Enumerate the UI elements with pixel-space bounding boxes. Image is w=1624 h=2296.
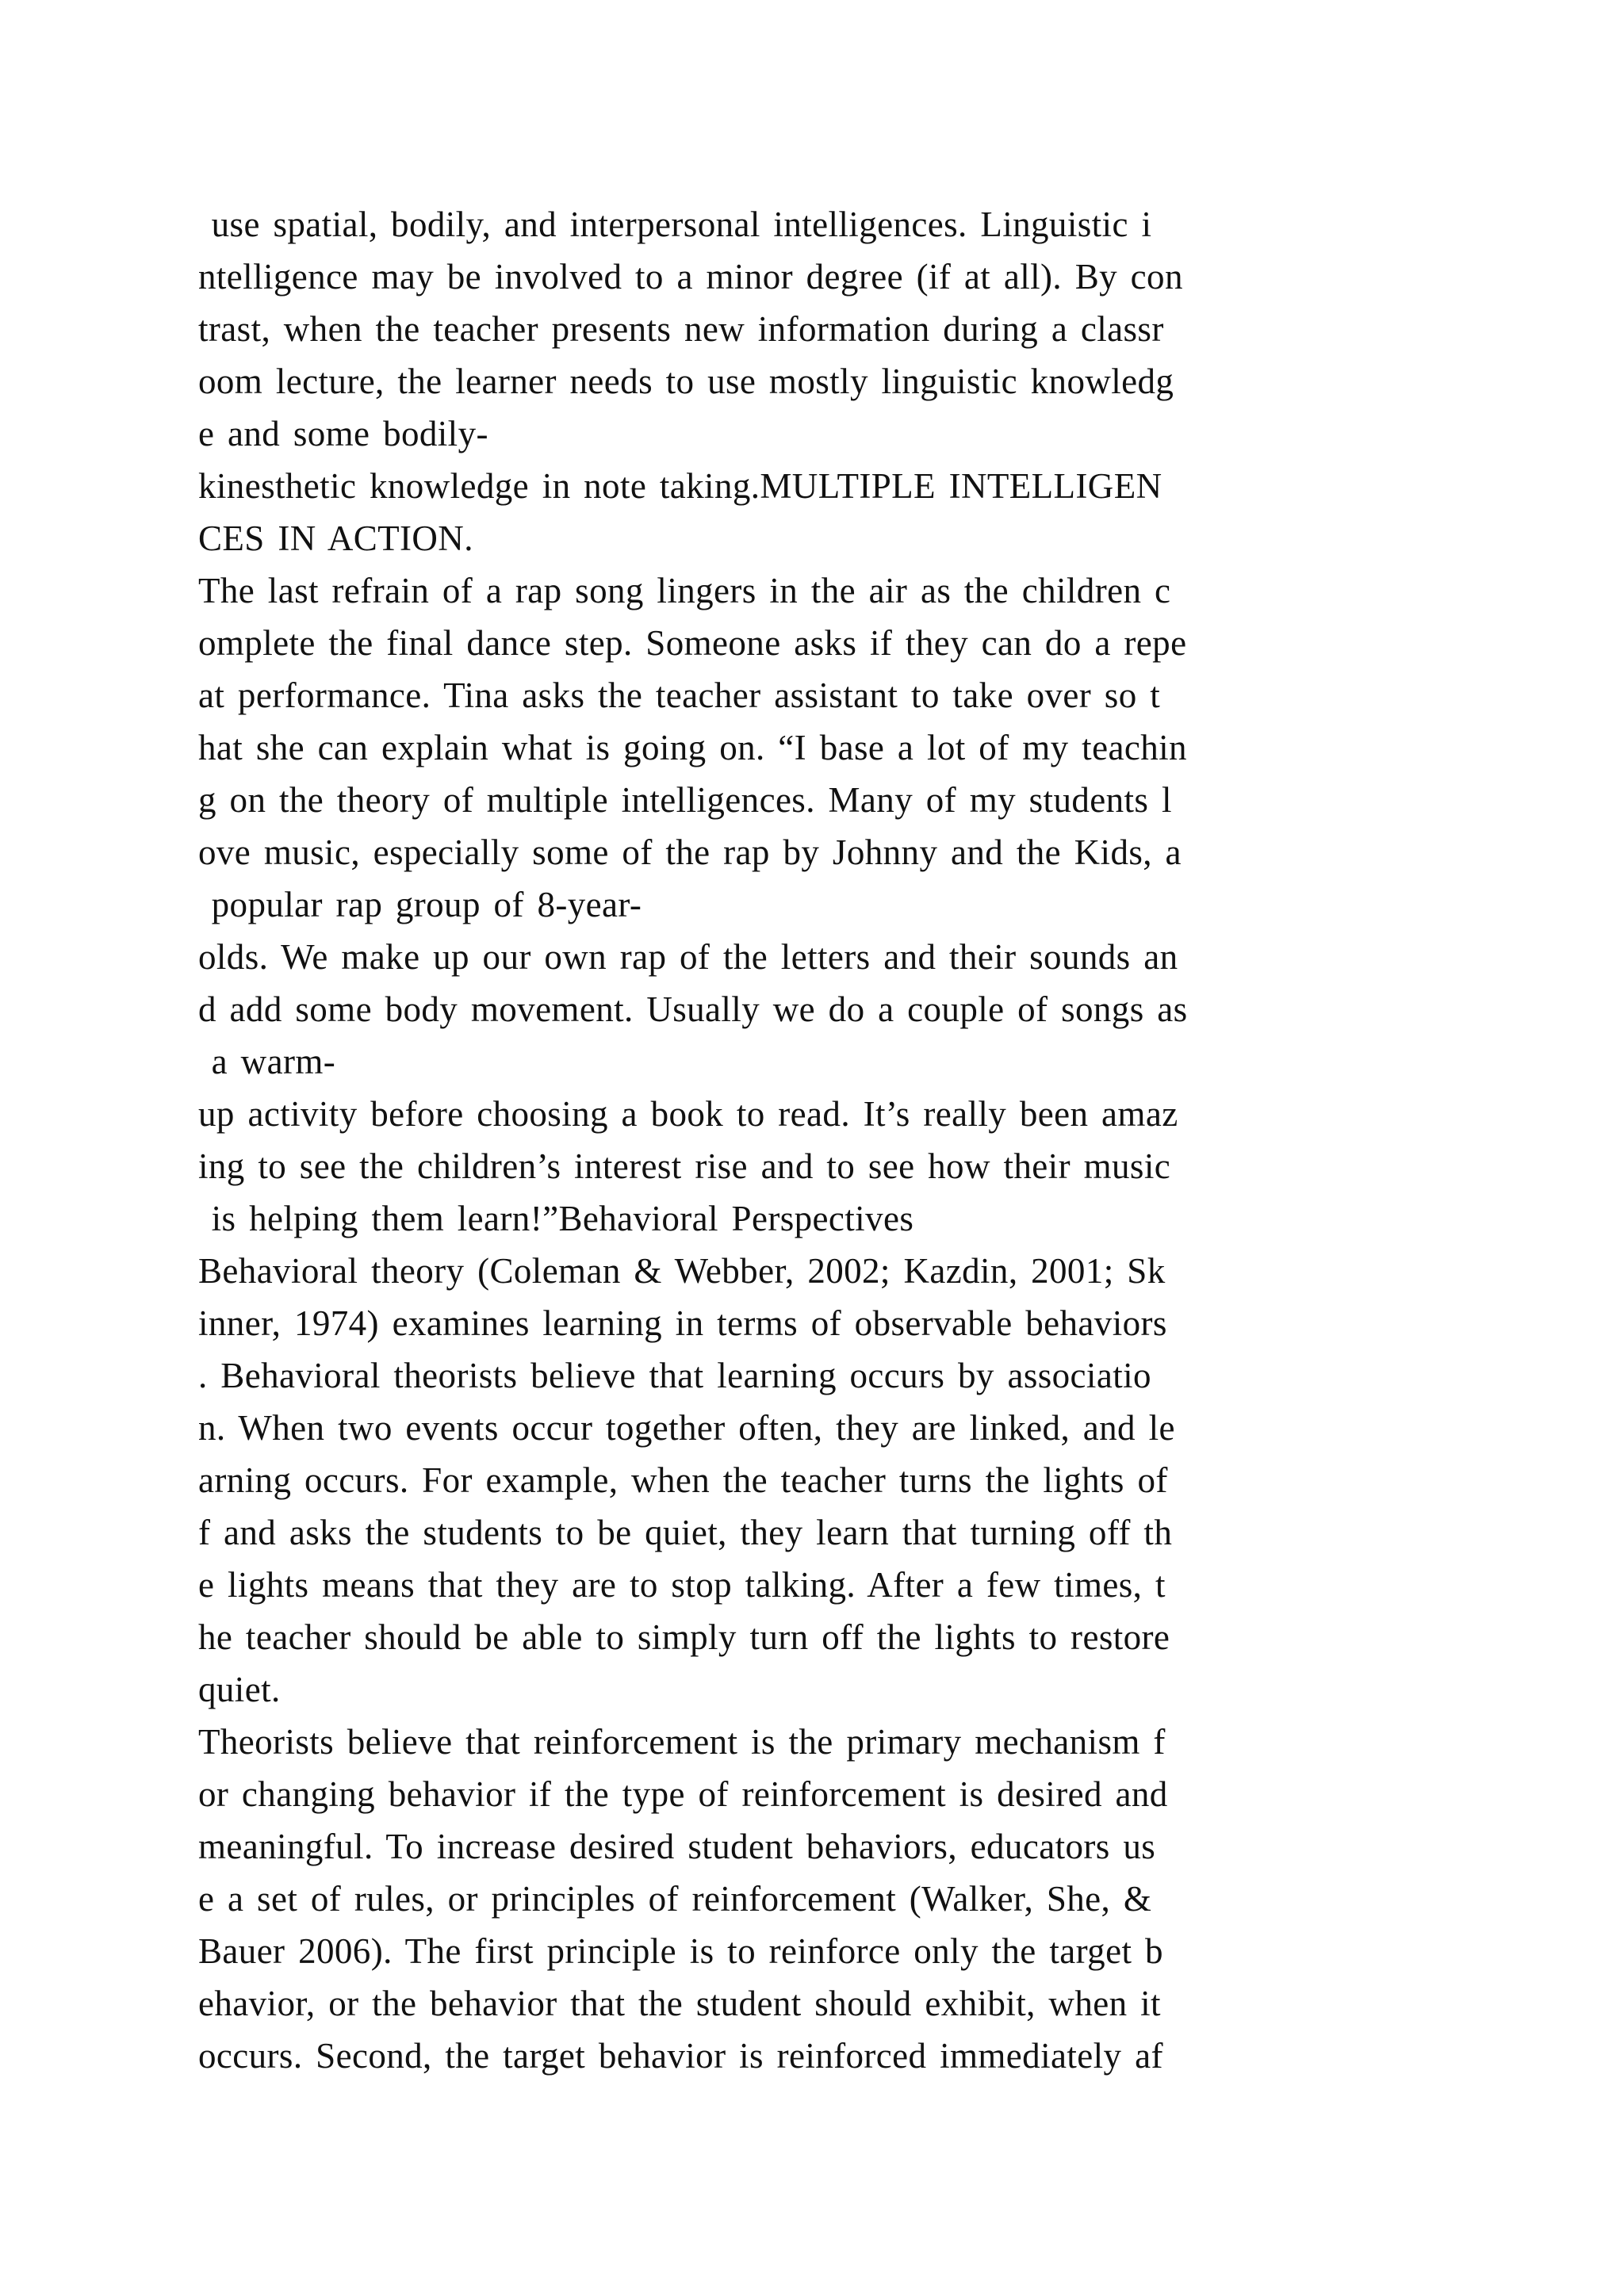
text-line-5: e and some bodily- xyxy=(198,414,488,453)
text-line-18: up activity before choosing a book to read. It’s really been amaz xyxy=(198,1094,1178,1134)
text-line-28: he teacher should be able to simply turn off the lights to restore xyxy=(198,1617,1170,1657)
text-line-21: Behavioral theory (Coleman & Webber, 2002; Kazdin, 2001; Sk xyxy=(198,1251,1166,1291)
text-line-17: a warm- xyxy=(198,1042,336,1081)
text-line-29: quiet. xyxy=(198,1670,281,1709)
text-line-1: use spatial, bodily, and interpersonal intelligences. Linguistic i xyxy=(198,205,1152,244)
text-line-11: hat she can explain what is going on. “I base a lot of my teachin xyxy=(198,728,1187,767)
text-line-13: ove music, especially some of the rap by Johnny and the Kids, a xyxy=(198,832,1182,872)
text-line-25: arning occurs. For example, when the teacher turns the lights of xyxy=(198,1460,1168,1500)
text-line-19: ing to see the children’s interest rise and to see how their music xyxy=(198,1146,1171,1186)
text-line-26: f and asks the students to be quiet, they learn that turning off th xyxy=(198,1513,1173,1552)
text-line-20: is helping them learn!”Behavioral Perspectives xyxy=(198,1199,914,1238)
text-line-22: inner, 1974) examines learning in terms of observable behaviors xyxy=(198,1303,1167,1343)
text-line-35: ehavior, or the behavior that the student should exhibit, when it xyxy=(198,1984,1161,2023)
text-line-32: meaningful. To increase desired student behaviors, educators us xyxy=(198,1827,1156,1866)
text-line-8: The last refrain of a rap song lingers in the air as the children c xyxy=(198,571,1171,610)
text-line-33: e a set of rules, or principles of reinforcement (Walker, She, & xyxy=(198,1879,1152,1919)
text-line-23: . Behavioral theorists believe that learning occurs by associatio xyxy=(198,1356,1151,1395)
text-line-10: at performance. Tina asks the teacher assistant to take over so t xyxy=(198,675,1161,715)
body-text xyxy=(198,198,1435,2082)
text-line-36: occurs. Second, the target behavior is reinforced immediately af xyxy=(198,2036,1163,2076)
text-line-34: Bauer 2006). The first principle is to reinforce only the target b xyxy=(198,1931,1163,1971)
text-line-14: popular rap group of 8-year- xyxy=(198,885,642,924)
text-line-3: trast, when the teacher presents new information during a classr xyxy=(198,309,1164,349)
text-line-2: ntelligence may be involved to a minor degree (if at all). By con xyxy=(198,257,1183,297)
text-line-12: g on the theory of multiple intelligences. Many of my students l xyxy=(198,780,1172,820)
text-line-15: olds. We make up our own rap of the letters and their sounds an xyxy=(198,937,1178,977)
text-line-16: d add some body movement. Usually we do a couple of songs as xyxy=(198,989,1188,1029)
text-line-24: n. When two events occur together often, they are linked, and le xyxy=(198,1408,1175,1448)
text-line-27: e lights means that they are to stop talking. After a few times, t xyxy=(198,1565,1166,1605)
text-line-31: or changing behavior if the type of reinforcement is desired and xyxy=(198,1774,1168,1814)
text-line-9: omplete the final dance step. Someone asks if they can do a repe xyxy=(198,623,1187,663)
text-line-4: oom lecture, the learner needs to use mostly linguistic knowledg xyxy=(198,362,1174,401)
text-line-30: Theorists believe that reinforcement is the primary mechanism f xyxy=(198,1722,1166,1762)
text-line-7: CES IN ACTION. xyxy=(198,519,473,558)
text-line-6: kinesthetic knowledge in note taking.MULTIPLE INTELLIGEN xyxy=(198,466,1162,506)
